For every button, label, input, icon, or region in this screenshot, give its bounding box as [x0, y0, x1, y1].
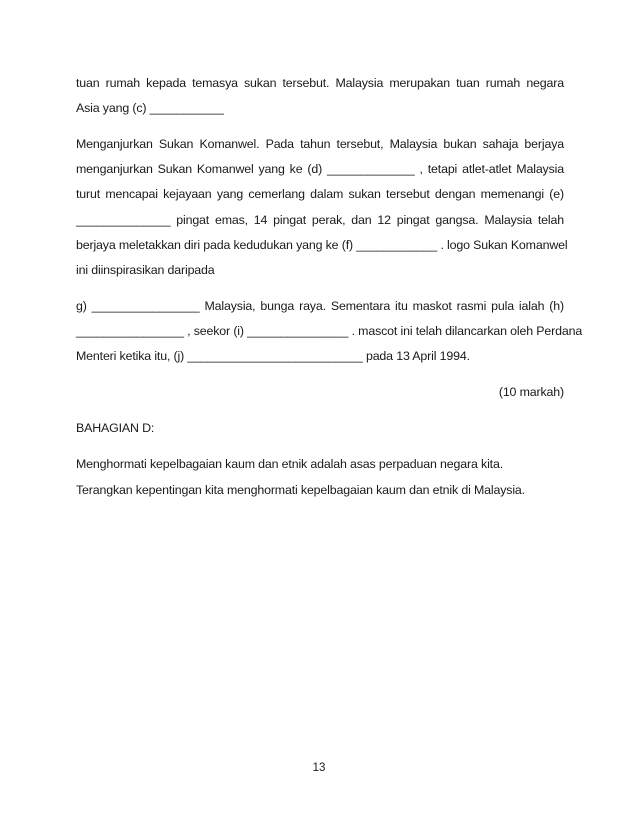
paragraph-line: ini diinspirasikan daripada	[76, 263, 215, 277]
question-line: Menghormati kepelbagaian kaum dan etnik adalah asas perpaduan negara kita.	[76, 457, 504, 471]
paragraph-line: Asia yang (c) ___________	[76, 101, 224, 115]
paragraph-line: menganjurkan Sukan Komanwel yang ke (d) _____________ , tetapi atlet-atlet Malaysia	[76, 162, 564, 176]
paragraph-line: Menteri ketika itu, (j) __________________________ pada 13 April 1994.	[76, 349, 470, 363]
paragraph-line: ________________ , seekor (i) _______________ . mascot ini telah dilancarkan oleh Perdana	[76, 324, 583, 338]
paragraph-line: ______________ pingat emas, 14 pingat perak, dan 12 pingat gangsa. Malaysia telah	[76, 213, 564, 227]
paragraph-line: tuan rumah kepada temasya sukan tersebut. Malaysia merupakan tuan rumah negara	[76, 76, 564, 90]
paragraph-line: Menganjurkan Sukan Komanwel. Pada tahun tersebut, Malaysia bukan sahaja berjaya	[76, 137, 564, 151]
marks-label: (10 markah)	[498, 385, 564, 399]
page-number: 13	[312, 762, 326, 774]
question-line: Terangkan kepentingan kita menghormati kepelbagaian kaum dan etnik di Malaysia.	[76, 483, 525, 497]
section-heading: BAHAGIAN D:	[76, 421, 155, 435]
paragraph-line: g) ________________ Malaysia, bunga raya. Sementara itu maskot rasmi pula ialah (h)	[76, 299, 564, 313]
paragraph-line: turut mencapai kejayaan yang cemerlang dalam sukan tersebut dengan memenangi (e)	[76, 187, 564, 201]
paragraph-line: berjaya meletakkan diri pada kedudukan yang ke (f) ____________ . logo Sukan Komanwel	[76, 238, 568, 252]
